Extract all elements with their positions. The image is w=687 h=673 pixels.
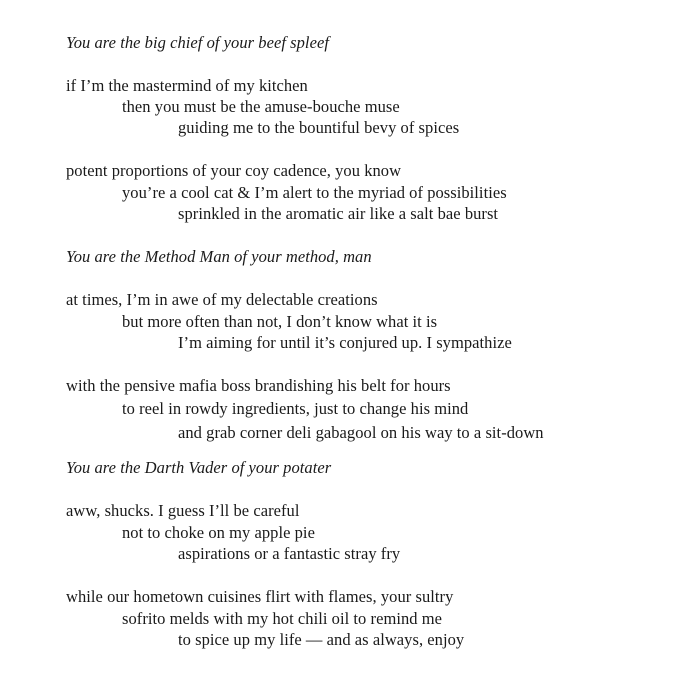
- poem-line: sofrito melds with my hot chili oil to remind me: [122, 609, 442, 628]
- refrain-heading: You are the big chief of your beef spleef: [66, 33, 329, 52]
- poem-line: sprinkled in the aromatic air like a salt bae burst: [178, 204, 499, 223]
- poem-line: while our hometown cuisines flirt with flames, your sultry: [66, 587, 454, 606]
- poem-line: then you must be the amuse-bouche muse: [122, 97, 400, 116]
- poem-line: not to choke on my apple pie: [122, 523, 315, 542]
- refrain-heading: You are the Darth Vader of your potater: [66, 458, 332, 477]
- poem-line: aww, shucks. I guess I’ll be careful: [66, 501, 300, 520]
- poem-line: if I’m the mastermind of my kitchen: [66, 76, 308, 95]
- poem-line: at times, I’m in awe of my delectable creations: [66, 290, 378, 309]
- poem-line: you’re a cool cat & I’m alert to the myriad of possibilities: [122, 183, 507, 202]
- poem-line: to spice up my life — and as always, enjoy: [178, 630, 465, 649]
- poem-line: I’m aiming for until it’s conjured up. I sympathize: [178, 333, 512, 352]
- poem-line: potent proportions of your coy cadence, you know: [66, 161, 402, 180]
- poem-line: and grab corner deli gabagool on his way to a sit-down: [178, 423, 544, 442]
- poem-line: with the pensive mafia boss brandishing his belt for hours: [66, 376, 451, 395]
- refrain-heading: You are the Method Man of your method, man: [66, 247, 372, 266]
- poem-line: aspirations or a fantastic stray fry: [178, 544, 401, 563]
- poem-line: guiding me to the bountiful bevy of spices: [178, 118, 460, 137]
- poem-line: to reel in rowdy ingredients, just to change his mind: [122, 399, 469, 418]
- poem-line: but more often than not, I don’t know what it is: [122, 312, 438, 331]
